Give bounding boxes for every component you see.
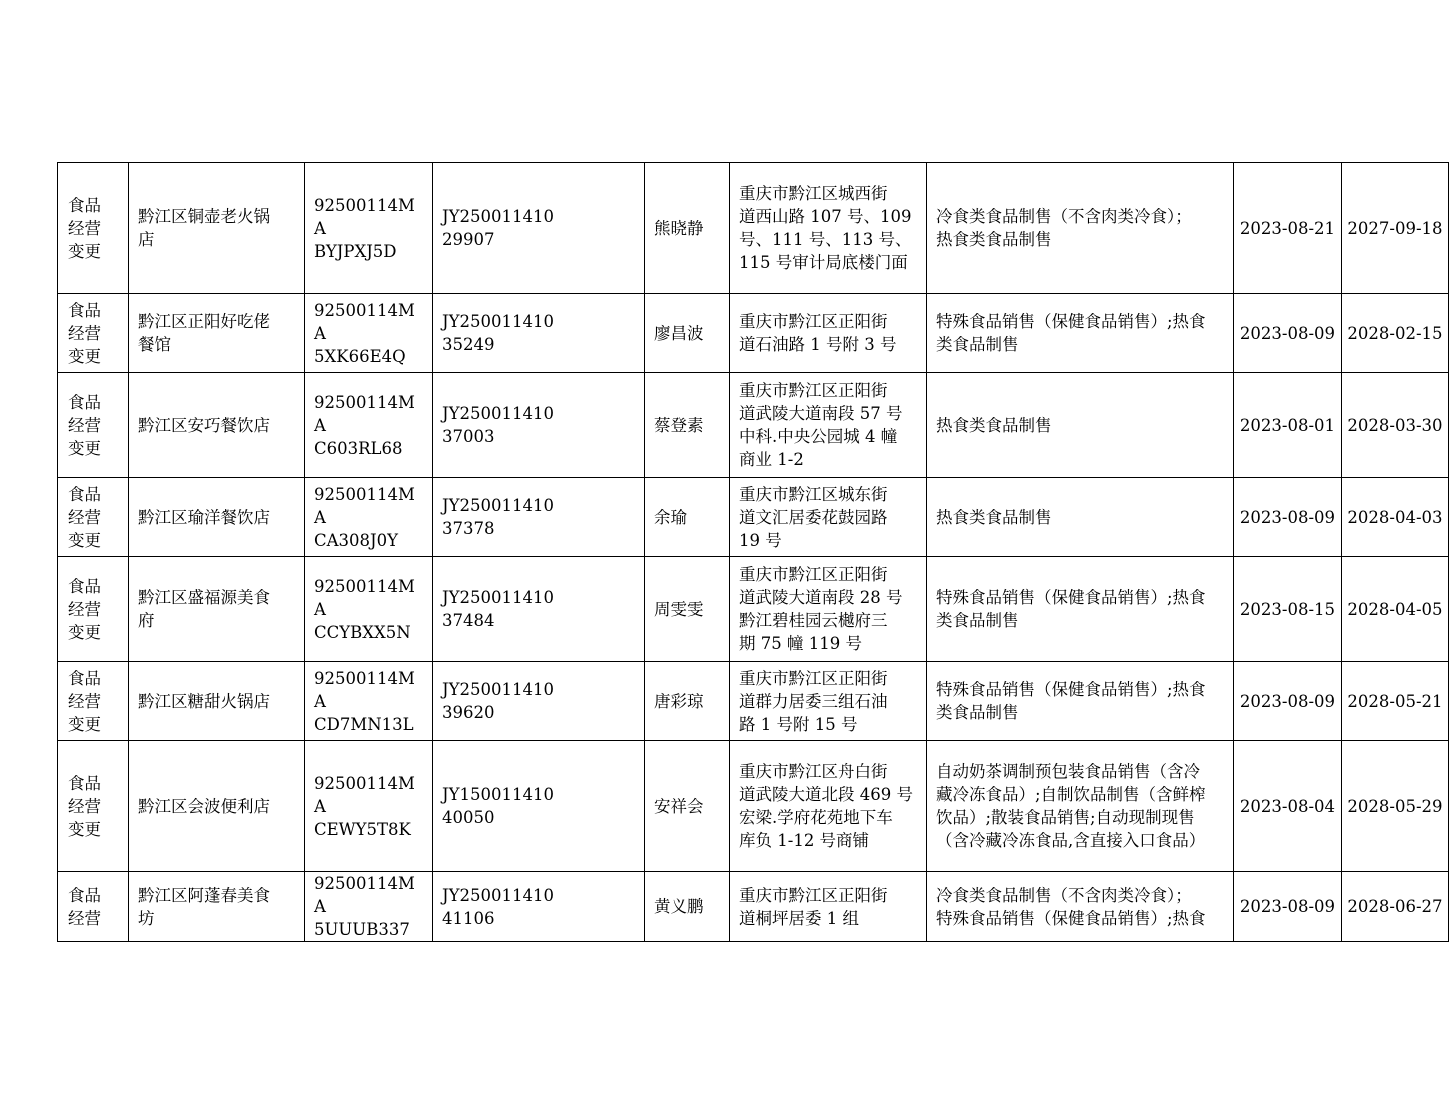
cell-change-type-text: 食品 经营 — [68, 885, 101, 928]
cell-legal-representative — [645, 163, 730, 294]
cell-issue-date-text: 2023-08-09 — [1239, 323, 1336, 343]
cell-change-type-text: 食品 经营 变更 — [68, 300, 101, 366]
cell-license-number-text: JY250011410 37378 — [442, 496, 554, 538]
cell-change-type — [58, 872, 129, 942]
cell-business-name-text: 黔江区瑜洋餐饮店 — [138, 507, 270, 527]
cell-license-number — [433, 373, 645, 478]
cell-address-text: 重庆市黔江区正阳街 道武陵大道南段 57 号 中科.中央公园城 4 幢 商业 1-2 — [739, 381, 903, 469]
cell-address-text: 重庆市黔江区城西街 道西山路 107 号、109 号、111 号、113 号、 115 号审计局底楼门面 — [739, 184, 912, 272]
cell-business-scope — [927, 294, 1234, 373]
cell-change-type — [58, 373, 129, 478]
table-row — [58, 557, 1449, 662]
cell-change-type-text: 食品 经营 变更 — [68, 773, 101, 839]
cell-expiry-date-text: 2028-02-15 — [1347, 323, 1443, 343]
cell-address-text: 重庆市黔江区正阳街 道桐坪居委 1 组 — [739, 885, 888, 928]
cell-legal-representative-text: 廖昌波 — [654, 323, 704, 343]
cell-legal-representative — [645, 741, 730, 872]
cell-expiry-date — [1342, 741, 1449, 872]
cell-address — [730, 294, 927, 373]
cell-legal-representative-text: 余瑜 — [654, 507, 687, 527]
cell-expiry-date-text: 2028-05-29 — [1347, 796, 1443, 816]
cell-business-scope-text: 热食类食品制售 — [936, 415, 1052, 435]
cell-business-name-text: 黔江区会波便利店 — [138, 796, 270, 816]
cell-change-type — [58, 478, 129, 557]
cell-issue-date — [1234, 478, 1342, 557]
cell-business-scope — [927, 662, 1234, 741]
cell-address-text: 重庆市黔江区正阳街 道群力居委三组石油 路 1 号附 15 号 — [739, 668, 888, 734]
cell-license-number — [433, 872, 645, 942]
cell-change-type — [58, 163, 129, 294]
cell-credit-code — [305, 373, 433, 478]
cell-credit-code — [305, 741, 433, 872]
table-row — [58, 294, 1449, 373]
records-body — [58, 163, 1449, 942]
cell-issue-date — [1234, 872, 1342, 942]
cell-issue-date-text: 2023-08-04 — [1239, 796, 1336, 816]
cell-credit-code — [305, 872, 433, 942]
cell-business-scope-text: 特殊食品销售（保健食品销售）;热食 类食品制售 — [936, 312, 1206, 354]
cell-legal-representative — [645, 294, 730, 373]
cell-change-type — [58, 741, 129, 872]
cell-license-number — [433, 163, 645, 294]
table-row — [58, 872, 1449, 942]
cell-license-number — [433, 741, 645, 872]
table-row — [58, 373, 1449, 478]
cell-business-scope — [927, 478, 1234, 557]
cell-business-name — [129, 872, 305, 942]
cell-address — [730, 741, 927, 872]
cell-license-number-text: JY250011410 41106 — [442, 885, 554, 928]
cell-change-type-text: 食品 经营 变更 — [68, 392, 101, 458]
cell-expiry-date — [1342, 163, 1449, 294]
cell-business-name-text: 黔江区正阳好吃佬 餐馆 — [138, 312, 270, 354]
cell-legal-representative — [645, 662, 730, 741]
cell-credit-code-text: 92500114MA BYJPXJ5D — [314, 195, 415, 261]
cell-expiry-date — [1342, 478, 1449, 557]
cell-business-name — [129, 557, 305, 662]
table-row — [58, 741, 1449, 872]
cell-expiry-date — [1342, 373, 1449, 478]
cell-credit-code — [305, 478, 433, 557]
cell-change-type-text: 食品 经营 变更 — [68, 576, 101, 642]
cell-business-scope — [927, 557, 1234, 662]
cell-license-number — [433, 478, 645, 557]
cell-business-scope-text: 自动奶茶调制预包装食品销售（含冷 藏冷冻食品）;自制饮品制售（含鲜榨 饮品）;散装食品销售;自动现制现售 （含冷藏冷冻食品,含直接入口食品） — [936, 762, 1206, 850]
cell-expiry-date-text: 2028-03-30 — [1347, 415, 1443, 435]
cell-license-number-text: JY250011410 35249 — [442, 312, 554, 354]
cell-issue-date — [1234, 741, 1342, 872]
cell-credit-code — [305, 294, 433, 373]
cell-credit-code-text: 92500114MA 5XK66E4Q — [314, 300, 415, 366]
table-row — [58, 662, 1449, 741]
cell-expiry-date-text: 2028-05-21 — [1347, 691, 1443, 711]
cell-business-name — [129, 373, 305, 478]
cell-credit-code-text: 92500114MA CEWY5T8K — [314, 773, 415, 839]
cell-address — [730, 872, 927, 942]
cell-business-name-text: 黔江区糖甜火锅店 — [138, 691, 270, 711]
cell-legal-representative — [645, 478, 730, 557]
cell-license-number-text: JY150011410 40050 — [442, 785, 554, 827]
cell-address — [730, 662, 927, 741]
cell-business-name-text: 黔江区阿蓬春美食 坊 — [138, 885, 270, 928]
cell-legal-representative-text: 熊晓静 — [654, 218, 704, 238]
cell-expiry-date-text: 2028-06-27 — [1347, 897, 1443, 916]
cell-business-scope-text: 冷食类食品制售（不含肉类冷食）； 特殊食品销售（保健食品销售）;热食 — [936, 885, 1206, 928]
cell-issue-date-text: 2023-08-09 — [1239, 691, 1336, 711]
cell-license-number-text: JY250011410 29907 — [442, 207, 554, 249]
cell-issue-date-text: 2023-08-21 — [1239, 218, 1336, 238]
cell-address-text: 重庆市黔江区城东街 道文汇居委花鼓园路 19 号 — [739, 484, 888, 550]
cell-business-name-text: 黔江区安巧餐饮店 — [138, 415, 270, 435]
cell-change-type — [58, 294, 129, 373]
cell-business-name — [129, 741, 305, 872]
cell-business-scope-text: 热食类食品制售 — [936, 507, 1052, 527]
cell-expiry-date-text: 2027-09-18 — [1347, 218, 1443, 238]
cell-address-text: 重庆市黔江区正阳街 道石油路 1 号附 3 号 — [739, 312, 897, 354]
cell-legal-representative — [645, 373, 730, 478]
cell-issue-date — [1234, 163, 1342, 294]
cell-issue-date-text: 2023-08-01 — [1239, 415, 1336, 435]
license-records-table — [57, 162, 1449, 942]
cell-issue-date-text: 2023-08-15 — [1239, 599, 1336, 619]
cell-change-type-text: 食品 经营 变更 — [68, 668, 101, 734]
cell-expiry-date-text: 2028-04-03 — [1347, 507, 1443, 527]
cell-expiry-date — [1342, 872, 1449, 942]
cell-license-number — [433, 294, 645, 373]
cell-license-number — [433, 557, 645, 662]
cell-address — [730, 163, 927, 294]
cell-issue-date-text: 2023-08-09 — [1239, 897, 1336, 916]
cell-expiry-date — [1342, 557, 1449, 662]
table-row — [58, 163, 1449, 294]
cell-address — [730, 478, 927, 557]
cell-legal-representative — [645, 872, 730, 942]
cell-business-name-text: 黔江区盛福源美食 府 — [138, 588, 270, 630]
cell-business-scope-text: 特殊食品销售（保健食品销售）;热食 类食品制售 — [936, 680, 1206, 722]
cell-business-scope-text: 特殊食品销售（保健食品销售）;热食 类食品制售 — [936, 588, 1206, 630]
cell-business-name-text: 黔江区铜壶老火锅 店 — [138, 207, 270, 249]
cell-license-number — [433, 662, 645, 741]
cell-credit-code-text: 92500114MA CCYBXX5N — [314, 576, 415, 642]
cell-expiry-date-text: 2028-04-05 — [1347, 599, 1443, 619]
cell-issue-date — [1234, 294, 1342, 373]
cell-issue-date — [1234, 373, 1342, 478]
cell-change-type-text: 食品 经营 变更 — [68, 484, 101, 550]
cell-business-scope — [927, 373, 1234, 478]
cell-legal-representative-text: 安祥会 — [654, 796, 704, 816]
cell-credit-code-text: 92500114MA C603RL68 — [314, 392, 415, 458]
cell-license-number-text: JY250011410 37003 — [442, 404, 554, 446]
cell-license-number-text: JY250011410 39620 — [442, 680, 554, 722]
cell-address — [730, 373, 927, 478]
cell-change-type — [58, 557, 129, 662]
cell-address — [730, 557, 927, 662]
table-row — [58, 478, 1449, 557]
cell-business-name — [129, 478, 305, 557]
cell-issue-date — [1234, 557, 1342, 662]
cell-change-type-text: 食品 经营 变更 — [68, 195, 101, 261]
cell-credit-code — [305, 163, 433, 294]
cell-address-text: 重庆市黔江区舟白街 道武陵大道北段 469 号 宏梁.学府花苑地下车 库负 1-12 号商铺 — [739, 762, 913, 850]
cell-business-name — [129, 662, 305, 741]
cell-credit-code-text: 92500114MA 5UUUB337 — [314, 874, 415, 939]
cell-credit-code-text: 92500114MA CA308J0Y — [314, 484, 415, 550]
cell-business-scope — [927, 872, 1234, 942]
cell-legal-representative-text: 黄义鹏 — [654, 897, 704, 916]
cell-credit-code — [305, 557, 433, 662]
cell-license-number-text: JY250011410 37484 — [442, 588, 554, 630]
cell-expiry-date — [1342, 662, 1449, 741]
cell-credit-code — [305, 662, 433, 741]
cell-business-name — [129, 294, 305, 373]
cell-credit-code-text: 92500114MA CD7MN13L — [314, 668, 415, 734]
cell-business-scope — [927, 163, 1234, 294]
cell-legal-representative-text: 蔡登素 — [654, 415, 704, 435]
cell-legal-representative — [645, 557, 730, 662]
cell-business-scope-text: 冷食类食品制售（不含肉类冷食）； 热食类食品制售 — [936, 207, 1192, 249]
cell-issue-date-text: 2023-08-09 — [1239, 507, 1336, 527]
cell-legal-representative-text: 周雯雯 — [654, 599, 704, 619]
cell-address-text: 重庆市黔江区正阳街 道武陵大道南段 28 号 黔江碧桂园云樾府三 期 75 幢 119 号 — [739, 565, 903, 653]
cell-expiry-date — [1342, 294, 1449, 373]
cell-legal-representative-text: 唐彩琼 — [654, 691, 704, 711]
cell-change-type — [58, 662, 129, 741]
cell-business-name — [129, 163, 305, 294]
cell-issue-date — [1234, 662, 1342, 741]
cell-business-scope — [927, 741, 1234, 872]
